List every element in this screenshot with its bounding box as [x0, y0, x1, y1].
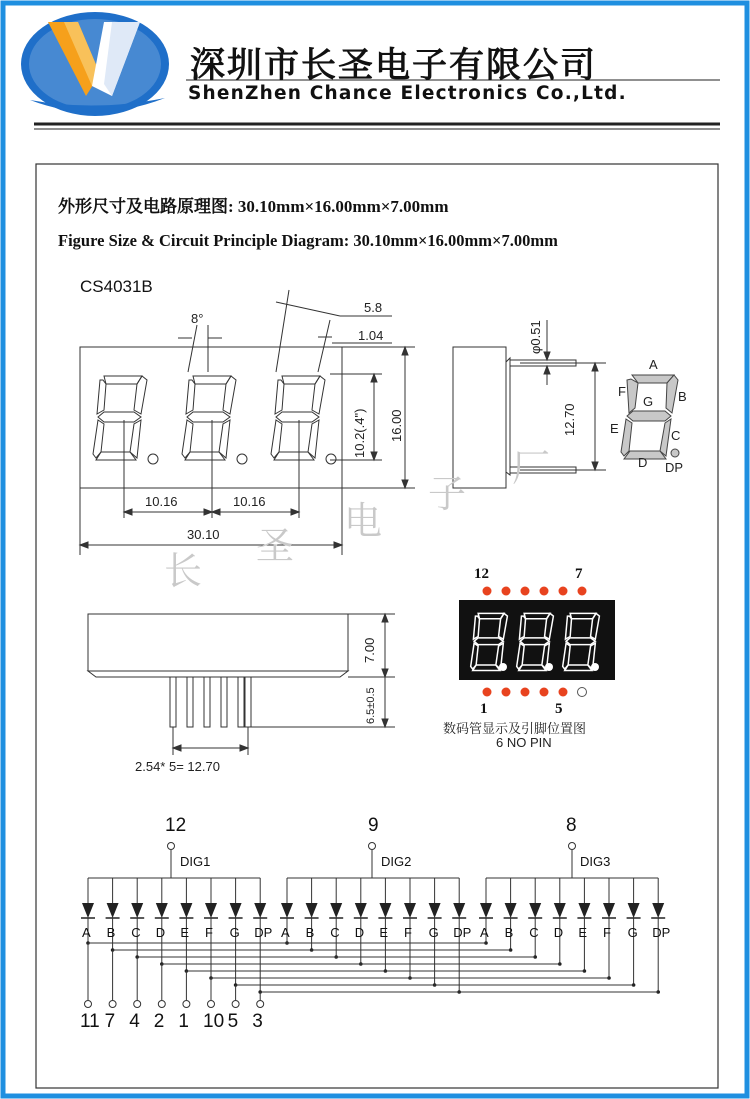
segment-pin-number: 4	[129, 1011, 140, 1032]
led-diode	[603, 903, 615, 918]
watermark-char-2: 圣	[256, 524, 295, 568]
segment-pin-number: 2	[153, 1011, 165, 1032]
led-diode	[480, 903, 492, 918]
dim-body-height: 7.00	[362, 637, 377, 663]
watermark-char-1: 长	[164, 549, 203, 593]
dim-5-8: 5.8	[364, 300, 383, 315]
segment-label: D	[155, 925, 166, 940]
pin-label-7: 7	[575, 566, 583, 582]
common-pin-terminal	[569, 843, 576, 850]
led-diode	[330, 903, 342, 918]
common-pin-terminal	[168, 843, 175, 850]
led-diode	[107, 903, 119, 918]
display-dp	[499, 663, 507, 671]
pin-label-1: 1	[480, 701, 488, 717]
display-dp	[545, 663, 553, 671]
segment-label: DP	[453, 925, 472, 940]
seg-label-g: G	[643, 394, 654, 409]
segment-label: C	[529, 925, 539, 940]
seg-label-f: F	[618, 384, 626, 399]
segment-label: F	[205, 925, 213, 940]
segment-pin-terminal	[183, 1001, 190, 1008]
pinout-display	[459, 587, 615, 697]
led-diode	[230, 903, 242, 918]
segment-pin-number: 1	[178, 1011, 189, 1032]
seg-label-d: D	[638, 455, 648, 470]
segment-label: B	[504, 925, 514, 940]
company-name-cn: 深圳市长圣电子有限公司	[190, 46, 598, 86]
pin-dot-top	[540, 587, 549, 596]
watermark-char-5: 厂	[512, 446, 551, 490]
common-pin-terminal	[369, 843, 376, 850]
led-diode	[82, 903, 94, 918]
pin-dot-bottom	[540, 688, 549, 697]
led-diode	[429, 903, 441, 918]
pinout-caption-cn: 数码管显示及引脚位置图	[443, 722, 587, 737]
angle-label: 8°	[191, 311, 204, 326]
segment-label: B	[305, 925, 315, 940]
segment-pin-terminal	[158, 1001, 165, 1008]
led-diode	[131, 903, 143, 918]
pin-label-12: 12	[474, 566, 489, 582]
display-dp	[591, 663, 599, 671]
pin-dot-top	[559, 587, 568, 596]
led-diode	[306, 903, 318, 918]
segment-pin-terminal	[257, 1001, 264, 1008]
segment-legend-digit	[621, 375, 679, 459]
watermark-char-4: 子	[428, 472, 467, 516]
segment-pin-number: 7	[104, 1011, 116, 1032]
dim-digit-height: 10.2(.4")	[352, 408, 367, 458]
led-diode	[453, 903, 465, 918]
segment-pin-terminal	[208, 1001, 215, 1008]
segment-label: DP	[652, 925, 671, 940]
segment-label: A	[281, 925, 290, 940]
led-diode	[180, 903, 192, 918]
segment-label: D	[354, 925, 365, 940]
watermark-char-3: 电	[344, 499, 383, 543]
led-diode	[355, 903, 367, 918]
segment-pin-terminal	[134, 1001, 141, 1008]
pin-dot-top	[578, 587, 587, 596]
dim-height: 16.00	[389, 409, 404, 442]
pin-label-5: 5	[555, 701, 563, 717]
pin-dot-bottom	[559, 688, 568, 697]
pin-dot-top	[502, 587, 511, 596]
led-diode	[505, 903, 517, 918]
dim-pin-pitch: 2.54* 5= 12.70	[135, 759, 220, 774]
seg-label-b: B	[678, 389, 687, 404]
segment-pin-number: 3	[252, 1011, 263, 1032]
segment-label: F	[404, 925, 412, 940]
led-diode	[554, 903, 566, 918]
segment-label: A	[82, 925, 91, 940]
segment-label: C	[131, 925, 141, 940]
title-en: Figure Size & Circuit Principle Diagram: 30.10mm×16.00mm×7.00mm	[58, 231, 558, 250]
led-diode	[404, 903, 416, 918]
segment-label: D	[553, 925, 564, 940]
segment-pin-terminal	[232, 1001, 239, 1008]
segment-pin-number: 10	[203, 1011, 225, 1032]
led-diode	[652, 903, 664, 918]
segment-label: G	[627, 925, 638, 940]
led-diode	[281, 903, 293, 918]
segment-label: A	[480, 925, 489, 940]
segment-label: F	[603, 925, 611, 940]
pin-dot-top	[521, 587, 530, 596]
led-diode	[628, 903, 640, 918]
pinout-caption-en: 6 NO PIN	[496, 735, 552, 750]
segment-label: DP	[254, 925, 273, 940]
dim-pitch-left: 10.16	[145, 494, 178, 509]
pin-dot-bottom	[502, 688, 511, 697]
segment-label: E	[578, 925, 588, 940]
pin-dot-bottom	[483, 688, 492, 697]
segment-pin-number: 11	[80, 1011, 100, 1032]
dig2-pin: 9	[368, 815, 379, 836]
title-cn: 外形尺寸及电路原理图: 30.10mm×16.00mm×7.00mm	[58, 197, 449, 216]
segment-pin-terminal	[85, 1001, 92, 1008]
pin-dot-top	[483, 587, 492, 596]
segment-label: B	[106, 925, 116, 940]
led-diode	[578, 903, 590, 918]
pin-dot-empty	[578, 688, 587, 697]
dim-pitch-right: 10.16	[233, 494, 266, 509]
dim-pin-diameter: φ0.51	[528, 320, 543, 354]
pin-dot-bottom	[521, 688, 530, 697]
dim-1-04: 1.04	[358, 328, 384, 343]
led-diode	[529, 903, 541, 918]
seg-label-c: C	[671, 428, 681, 443]
dig3-pin: 8	[566, 815, 577, 836]
led-diode	[205, 903, 217, 918]
bottom-view	[88, 614, 395, 755]
dig2-name: DIG2	[381, 854, 412, 869]
dim-pin-span: 12.70	[562, 403, 577, 436]
segment-label: G	[229, 925, 240, 940]
segment-pin-terminal	[109, 1001, 116, 1008]
dim-width: 30.10	[187, 527, 220, 542]
segment-label: E	[379, 925, 389, 940]
segment-label: E	[180, 925, 190, 940]
dig3-name: DIG3	[580, 854, 611, 869]
segment-label: G	[428, 925, 439, 940]
seg-label-e: E	[610, 421, 619, 436]
dim-pin-length: 6.5±0.5	[365, 687, 377, 724]
seg-label-a: A	[649, 357, 658, 372]
model-number: CS4031B	[80, 277, 153, 296]
segment-pin-number: 5	[227, 1011, 239, 1032]
seg-label-dp: DP	[665, 460, 684, 475]
led-diode	[156, 903, 168, 918]
dig1-pin: 12	[165, 815, 187, 836]
led-diode	[254, 903, 266, 918]
segment-label: C	[330, 925, 340, 940]
dig1-name: DIG1	[180, 854, 211, 869]
led-diode	[379, 903, 391, 918]
company-name-en: ShenZhen Chance Electronics Co.,Ltd.	[188, 83, 627, 104]
